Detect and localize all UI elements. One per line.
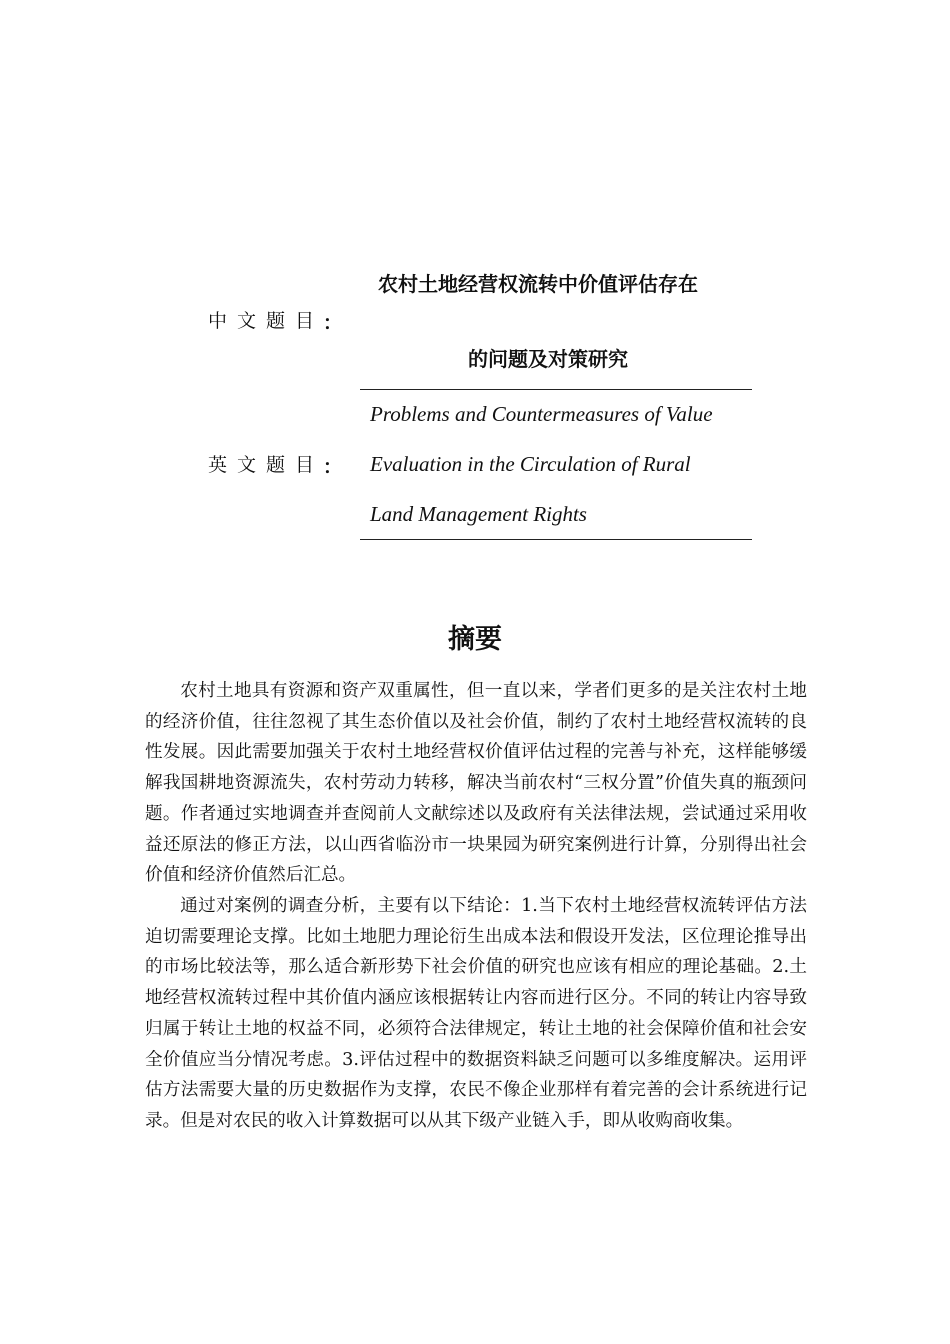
english-title-line-1: Problems and Countermeasures of Value xyxy=(370,402,713,426)
english-title-underline xyxy=(360,539,752,540)
english-title-colon: ： xyxy=(323,456,343,478)
abstract-paragraph-1: 农村土地具有资源和资产双重属性，但一直以来，学者们更多的是关注农村土地的经济价值，往往忽视了其生态价值以及社会价值，制约了农村土地经营权流转的良性发展。因此需要加强关于农村土地经营权价值评估过程的完善与补充，这样能够缓解我国耕地资源流失，农村劳动力转移，解决当前农村“三权分置”价值失真的瓶颈问题。作者通过实地调查并查阅前人文献综述以及政府有关法律法规，尝试通过采用收益还原法的修正方法，以山西省临汾市一块果园为研究案例进行计算，分别得出社会价值和经济价值然后汇总。 xyxy=(145,681,807,886)
chinese-title-line-1: 农村土地经营权流转中价值评估存在 xyxy=(378,272,698,296)
abstract-paragraph-2: 通过对案例的调查分析，主要有以下结论：1.当下农村土地经营权流转评估方法迫切需要理论支撑。比如土地肥力理论衍生出成本法和假设开发法，区位理论推导出的市场比较法等，那么适合新形势下社会价值的研究也应该有相应的理论基础。2.土地经营权流转过程中其价值内涵应该根据转让内容而进行区分。不同的转让内容导致归属于转让土地的权益不同，必须符合法律规定，转让土地的社会保障价值和社会安全价值应当分情况考虑。3.评估过程中的数据资料缺乏问题可以多维度解决。运用评估方法需要大量的历史数据作为支撑，农民不像企业那样有着完善的会计系统进行记录。但是对农民的收入计算数据可以从其下级产业链入手，即从收购商收集。 xyxy=(145,896,807,1131)
abstract-heading: 摘要 xyxy=(448,624,502,655)
english-title-line-3: Land Management Rights xyxy=(370,502,587,526)
chinese-title-underline xyxy=(360,389,752,390)
english-title-label: 英文题目 xyxy=(208,454,325,476)
chinese-title-colon: ： xyxy=(323,312,343,334)
english-title-line-2: Evaluation in the Circulation of Rural xyxy=(370,452,691,476)
chinese-title-line-2: 的问题及对策研究 xyxy=(468,347,628,371)
chinese-title-label: 中文题目 xyxy=(208,310,325,332)
